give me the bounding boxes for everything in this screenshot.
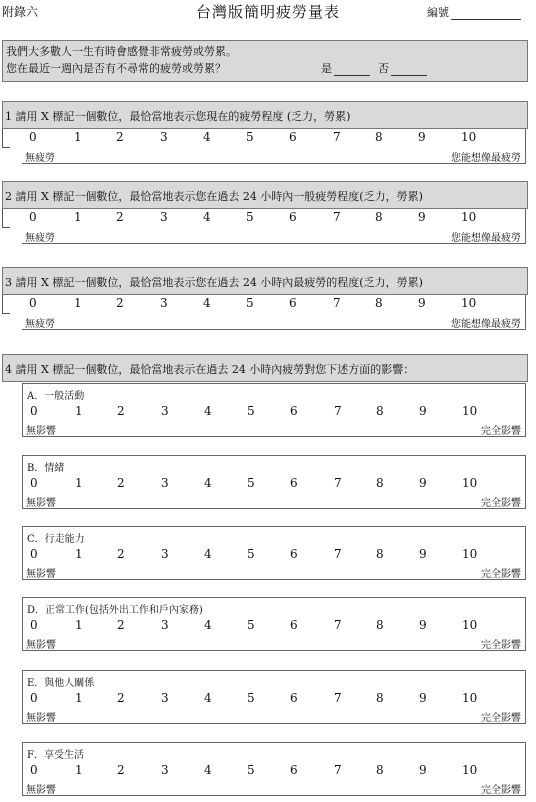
- scale-option-4[interactable]: 4: [204, 763, 212, 777]
- scale-option-7[interactable]: 7: [334, 476, 342, 490]
- form-number-field[interactable]: [451, 8, 521, 20]
- scale-option-10[interactable]: 10: [462, 763, 478, 777]
- scale-option-2[interactable]: 2: [117, 476, 125, 490]
- question-4-item-a: [22, 383, 526, 437]
- scale-option-5[interactable]: 5: [247, 618, 255, 632]
- answer-no-label: 否: [378, 62, 389, 75]
- item-label: C．行走能力: [27, 534, 85, 545]
- item-label: F．享受生活: [27, 750, 84, 761]
- scale-option-6[interactable]: 6: [289, 210, 297, 224]
- question-1-scale: [22, 129, 526, 164]
- scale-option-4[interactable]: 4: [203, 296, 211, 310]
- scale-option-0[interactable]: 0: [30, 691, 38, 705]
- intro-line-2: 您在最近一週內是否有不尋常的疲勞或勞累？: [6, 62, 226, 75]
- scale-option-1[interactable]: 1: [75, 618, 83, 632]
- scale-option-2[interactable]: 2: [117, 763, 125, 777]
- question-1-bracket: [2, 129, 10, 148]
- answer-no-blank[interactable]: [391, 63, 427, 76]
- question-2-text: 2 請用 X 標記一個數位，最恰當地表示您在過去 24 小時內一般疲勞程度(乏力，勞累): [5, 190, 423, 203]
- scale-option-5[interactable]: 5: [247, 547, 255, 561]
- scale-option-10[interactable]: 10: [462, 691, 478, 705]
- scale-option-10[interactable]: 10: [461, 130, 477, 144]
- scale-high-label: 您能想像最疲勞: [451, 233, 521, 244]
- scale-option-3[interactable]: 3: [160, 210, 168, 224]
- question-2-bracket: [2, 209, 10, 228]
- scale-option-3[interactable]: 3: [161, 404, 169, 418]
- scale-option-5[interactable]: 5: [247, 691, 255, 705]
- question-1-text: 1 請用 X 標記一個數位，最恰當地表示您現在的疲勞程度 (乏力，勞累): [5, 110, 351, 123]
- scale-option-10[interactable]: 10: [461, 210, 477, 224]
- scale-option-9[interactable]: 9: [419, 476, 427, 490]
- scale-option-3[interactable]: 3: [160, 130, 168, 144]
- scale-option-9[interactable]: 9: [419, 691, 427, 705]
- scale-option-4[interactable]: 4: [204, 618, 212, 632]
- scale-option-5[interactable]: 5: [246, 130, 254, 144]
- question-4-item-f: [22, 742, 526, 796]
- scale-option-8[interactable]: 8: [376, 476, 384, 490]
- scale-option-2[interactable]: 2: [117, 691, 125, 705]
- scale-low-label: 無影響: [26, 569, 56, 580]
- scale-high-label: 完全影響: [481, 498, 521, 509]
- question-4-item-b: [22, 455, 526, 509]
- scale-option-4[interactable]: 4: [204, 476, 212, 490]
- item-label: B．情緒: [27, 463, 65, 474]
- scale-option-9[interactable]: 9: [418, 296, 426, 310]
- scale-option-2[interactable]: 2: [117, 618, 125, 632]
- scale-option-9[interactable]: 9: [419, 547, 427, 561]
- scale-option-7[interactable]: 7: [334, 547, 342, 561]
- scale-low-label: 無影響: [26, 426, 56, 437]
- scale-option-7[interactable]: 7: [333, 130, 341, 144]
- scale-option-1[interactable]: 1: [74, 210, 82, 224]
- scale-option-7[interactable]: 7: [333, 210, 341, 224]
- scale-option-1[interactable]: 1: [75, 547, 83, 561]
- question-4-text: 4 請用 X 標記一個數位，最恰當地表示在過去 24 小時內疲勞對您下述方面的影響：: [5, 363, 415, 376]
- question-3-header: [2, 267, 528, 295]
- scale-option-8[interactable]: 8: [376, 763, 384, 777]
- scale-option-3[interactable]: 3: [161, 476, 169, 490]
- scale-option-2[interactable]: 2: [117, 547, 125, 561]
- form-number-label: 編號: [427, 6, 449, 19]
- scale-option-3[interactable]: 3: [161, 763, 169, 777]
- question-2-scale: [22, 209, 526, 244]
- scale-high-label: 完全影響: [481, 713, 521, 724]
- scale-option-1[interactable]: 1: [75, 763, 83, 777]
- page-title: 台灣版簡明疲勞量表: [195, 3, 340, 21]
- scale-option-9[interactable]: 9: [418, 130, 426, 144]
- scale-option-0[interactable]: 0: [29, 210, 37, 224]
- scale-low-label: 無影響: [26, 713, 56, 724]
- scale-option-0[interactable]: 0: [30, 547, 38, 561]
- scale-option-5[interactable]: 5: [246, 210, 254, 224]
- answer-yes-blank[interactable]: [334, 63, 370, 76]
- scale-option-5[interactable]: 5: [246, 296, 254, 310]
- intro-line-1: 我們大多數人一生有時會感覺非常疲勞或勞累。: [6, 45, 237, 58]
- scale-option-8[interactable]: 8: [376, 691, 384, 705]
- scale-low-label: 無影響: [26, 785, 56, 796]
- scale-high-label: 您能想像最疲勞: [451, 153, 521, 164]
- scale-option-1[interactable]: 1: [74, 296, 82, 310]
- scale-option-0[interactable]: 0: [29, 296, 37, 310]
- scale-option-2[interactable]: 2: [116, 296, 124, 310]
- question-2-header: [2, 181, 528, 209]
- scale-option-8[interactable]: 8: [376, 547, 384, 561]
- scale-high-label: 完全影響: [481, 785, 521, 796]
- question-4-item-c: [22, 526, 526, 580]
- answer-yes-label: 是: [321, 62, 332, 75]
- scale-option-6[interactable]: 6: [290, 691, 298, 705]
- scale-option-1[interactable]: 1: [75, 476, 83, 490]
- scale-option-3[interactable]: 3: [160, 296, 168, 310]
- scale-option-6[interactable]: 6: [290, 404, 298, 418]
- scale-low-label: 無疲勞: [25, 233, 55, 244]
- scale-option-9[interactable]: 9: [419, 404, 427, 418]
- scale-option-7[interactable]: 7: [334, 691, 342, 705]
- scale-option-9[interactable]: 9: [418, 210, 426, 224]
- item-label: D．正常工作(包括外出工作和戶內家務): [27, 605, 203, 616]
- scale-option-0[interactable]: 0: [29, 130, 37, 144]
- scale-option-2[interactable]: 2: [117, 404, 125, 418]
- scale-low-label: 無疲勞: [25, 319, 55, 330]
- scale-high-label: 完全影響: [481, 426, 521, 437]
- scale-option-0[interactable]: 0: [30, 618, 38, 632]
- scale-option-2[interactable]: 2: [116, 210, 124, 224]
- scale-option-0[interactable]: 0: [30, 476, 38, 490]
- scale-option-4[interactable]: 4: [203, 130, 211, 144]
- question-3-bracket: [2, 295, 10, 314]
- scale-option-6[interactable]: 6: [289, 130, 297, 144]
- scale-option-10[interactable]: 10: [462, 618, 478, 632]
- scale-option-3[interactable]: 3: [161, 691, 169, 705]
- question-1-header: [2, 101, 528, 129]
- intro-box: [2, 40, 528, 82]
- scale-option-0[interactable]: 0: [30, 404, 38, 418]
- scale-option-7[interactable]: 7: [334, 763, 342, 777]
- scale-option-1[interactable]: 1: [75, 691, 83, 705]
- question-3-scale: [22, 295, 526, 330]
- scale-option-4[interactable]: 4: [204, 547, 212, 561]
- scale-option-6[interactable]: 6: [290, 476, 298, 490]
- answer-yes[interactable]: [321, 60, 370, 76]
- scale-option-7[interactable]: 7: [333, 296, 341, 310]
- scale-option-4[interactable]: 4: [203, 210, 211, 224]
- scale-option-3[interactable]: 3: [161, 618, 169, 632]
- scale-high-label: 您能想像最疲勞: [451, 319, 521, 330]
- scale-option-8[interactable]: 8: [376, 618, 384, 632]
- scale-option-10[interactable]: 10: [462, 476, 478, 490]
- scale-option-9[interactable]: 9: [419, 763, 427, 777]
- item-label: A．一般活動: [27, 391, 85, 402]
- question-4-item-d: [22, 597, 526, 651]
- scale-option-9[interactable]: 9: [419, 618, 427, 632]
- scale-option-6[interactable]: 6: [290, 618, 298, 632]
- scale-option-7[interactable]: 7: [334, 404, 342, 418]
- scale-option-0[interactable]: 0: [30, 763, 38, 777]
- answer-no[interactable]: [378, 60, 427, 76]
- question-4-header: [2, 354, 528, 382]
- scale-option-6[interactable]: 6: [290, 763, 298, 777]
- scale-option-10[interactable]: 10: [461, 296, 477, 310]
- scale-option-5[interactable]: 5: [247, 404, 255, 418]
- scale-high-label: 完全影響: [481, 569, 521, 580]
- scale-option-1[interactable]: 1: [74, 130, 82, 144]
- scale-low-label: 無疲勞: [25, 153, 55, 164]
- scale-option-5[interactable]: 5: [247, 476, 255, 490]
- appendix-label: 附錄六: [2, 5, 39, 19]
- scale-option-8[interactable]: 8: [375, 210, 383, 224]
- scale-high-label: 完全影響: [481, 640, 521, 651]
- form-number: [427, 4, 521, 20]
- scale-option-8[interactable]: 8: [376, 404, 384, 418]
- scale-option-7[interactable]: 7: [334, 618, 342, 632]
- question-3-text: 3 請用 X 標記一個數位，最恰當地表示您在過去 24 小時內最疲勞的程度(乏力，勞累): [5, 276, 423, 289]
- scale-option-8[interactable]: 8: [375, 130, 383, 144]
- scale-option-10[interactable]: 10: [462, 547, 478, 561]
- scale-low-label: 無影響: [26, 498, 56, 509]
- question-4-item-e: [22, 670, 526, 724]
- scale-option-6[interactable]: 6: [289, 296, 297, 310]
- scale-option-10[interactable]: 10: [462, 404, 478, 418]
- scale-option-4[interactable]: 4: [204, 691, 212, 705]
- scale-option-3[interactable]: 3: [161, 547, 169, 561]
- item-label: E．與他人關係: [27, 678, 95, 689]
- scale-option-8[interactable]: 8: [375, 296, 383, 310]
- scale-low-label: 無影響: [26, 640, 56, 651]
- scale-option-1[interactable]: 1: [75, 404, 83, 418]
- scale-option-2[interactable]: 2: [116, 130, 124, 144]
- scale-option-4[interactable]: 4: [204, 404, 212, 418]
- scale-option-5[interactable]: 5: [247, 763, 255, 777]
- scale-option-6[interactable]: 6: [290, 547, 298, 561]
